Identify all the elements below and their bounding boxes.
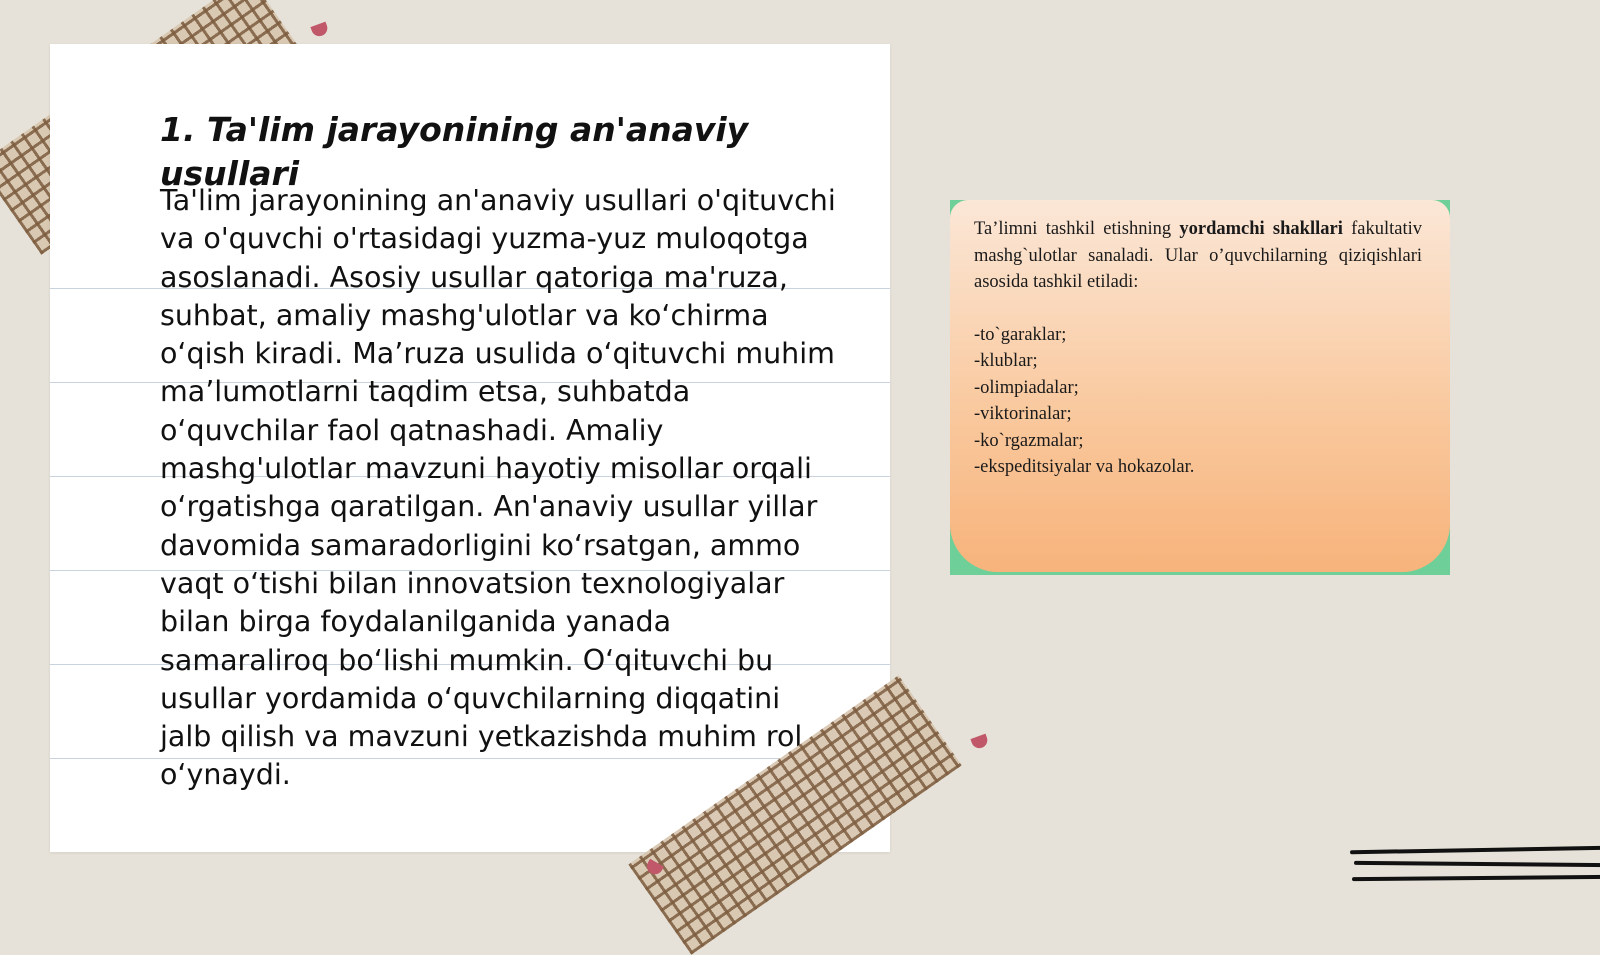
list-item: -olimpiadalar;	[974, 377, 1079, 398]
slide-title: 1. Ta'lim jarayonining an'anaviy usullari	[160, 110, 749, 193]
info-card-list	[974, 322, 1422, 481]
slide-body-text: Ta'lim jarayonining an'anaviy usullari o'qituvchi va o'quvchi o'rtasidagi yuzma-yuz muloqotga asoslanadi. Asosiy usullar qatoriga ma'ruza, suhbat, amaliy mashg'ulotlar va ko‘chirma o‘qish kiradi. Ma’ruza usulida o‘qituvchi muhim ma’lumotlarni taqdim etsa, suhbatda o‘quvchilar faol qatnashadi. Amaliy mashg'ulotlar mavzuni hayotiy misollar orqali o‘rgatishga qaratilgan. An'anaviy usullar yillar davomida samaradorligini ko‘rsatgan, ammo vaqt o‘tishi bilan innovatsion texnologiyalar bilan birga foydalanilganida yanada samaraliroq bo‘lishi mumkin. O‘qituvchi bu usullar yordamida o‘quvchilarning diqqatini jalb qilish va mavzuni yetkazishda muhim rol o‘ynaydi.	[160, 184, 836, 792]
intro-text-start: Ta’limni tashkil etishning	[974, 219, 1180, 239]
brush-line	[1354, 861, 1600, 867]
list-item: -to`garaklar;	[974, 324, 1067, 345]
note-paper	[50, 44, 890, 852]
list-item: -ekspeditsiyalar va hokazolar.	[974, 457, 1195, 477]
decorative-brush-lines	[1350, 848, 1600, 888]
brush-line	[1350, 846, 1600, 855]
tape-pin-icon	[970, 734, 989, 751]
info-card-intro	[974, 216, 1422, 296]
tape-pin-icon	[310, 22, 329, 39]
list-item: -viktorinalar;	[974, 404, 1072, 424]
brush-line	[1352, 875, 1600, 881]
list-item: -klublar;	[974, 351, 1038, 371]
intro-text-end: fakultativ mashg`ulotlar sanaladi. Ular o’quvchilarning qiziqishlari asosida tashkil etiladi:	[974, 219, 1422, 292]
list-item: -ko`rgazmalar;	[974, 430, 1084, 451]
info-card	[950, 200, 1450, 572]
intro-text-bold: yordamchi shakllari	[1179, 219, 1343, 239]
